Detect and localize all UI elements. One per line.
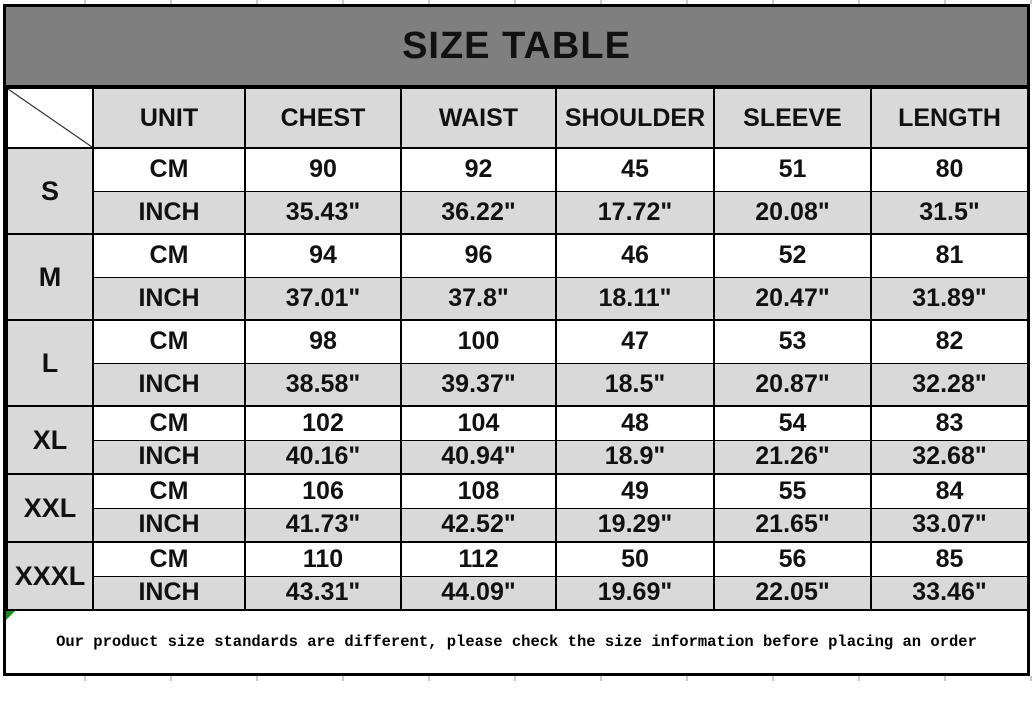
- value-cell: 53: [714, 320, 871, 363]
- value-cell: 44.09": [401, 576, 556, 610]
- column-header-length: LENGTH: [871, 88, 1028, 148]
- value-cell: 18.9": [556, 440, 714, 474]
- unit-cell: INCH: [93, 363, 245, 406]
- value-cell: 54: [714, 406, 871, 440]
- value-cell: 104: [401, 406, 556, 440]
- value-cell: 49: [556, 474, 714, 508]
- value-cell: 40.94": [401, 440, 556, 474]
- column-header-chest: CHEST: [245, 88, 401, 148]
- column-header-row: [7, 88, 1028, 148]
- value-cell: 32.68": [871, 440, 1028, 474]
- value-cell: 83: [871, 406, 1028, 440]
- value-cell: 39.37": [401, 363, 556, 406]
- value-cell: 19.69": [556, 576, 714, 610]
- table-row: [7, 542, 1028, 576]
- unit-cell: CM: [93, 406, 245, 440]
- unit-cell: CM: [93, 234, 245, 277]
- value-cell: 41.73": [245, 508, 401, 542]
- value-cell: 100: [401, 320, 556, 363]
- value-cell: 31.5": [871, 191, 1028, 234]
- value-cell: 19.29": [556, 508, 714, 542]
- value-cell: 108: [401, 474, 556, 508]
- value-cell: 50: [556, 542, 714, 576]
- value-cell: 98: [245, 320, 401, 363]
- table-row: [7, 148, 1028, 191]
- value-cell: 38.58": [245, 363, 401, 406]
- size-label: XXL: [7, 474, 93, 542]
- value-cell: 52: [714, 234, 871, 277]
- value-cell: 42.52": [401, 508, 556, 542]
- value-cell: 85: [871, 542, 1028, 576]
- table-row: [7, 191, 1028, 234]
- value-cell: 47: [556, 320, 714, 363]
- table-row: [7, 440, 1028, 474]
- value-cell: 18.11": [556, 277, 714, 320]
- unit-cell: CM: [93, 474, 245, 508]
- table-row: [7, 576, 1028, 610]
- value-cell: 37.8": [401, 277, 556, 320]
- value-cell: 33.07": [871, 508, 1028, 542]
- column-header-unit: UNIT: [93, 88, 245, 148]
- value-cell: 80: [871, 148, 1028, 191]
- value-cell: 36.22": [401, 191, 556, 234]
- value-cell: 55: [714, 474, 871, 508]
- size-label: S: [7, 148, 93, 234]
- value-cell: 102: [245, 406, 401, 440]
- value-cell: 33.46": [871, 576, 1028, 610]
- size-label: XXXL: [7, 542, 93, 610]
- value-cell: 84: [871, 474, 1028, 508]
- unit-cell: INCH: [93, 576, 245, 610]
- value-cell: 31.89": [871, 277, 1028, 320]
- value-cell: 46: [556, 234, 714, 277]
- value-cell: 35.43": [245, 191, 401, 234]
- value-cell: 43.31": [245, 576, 401, 610]
- table-row: [7, 320, 1028, 363]
- value-cell: 106: [245, 474, 401, 508]
- unit-cell: CM: [93, 148, 245, 191]
- value-cell: 92: [401, 148, 556, 191]
- value-cell: 81: [871, 234, 1028, 277]
- table-row: [7, 406, 1028, 440]
- value-cell: 45: [556, 148, 714, 191]
- unit-cell: INCH: [93, 191, 245, 234]
- size-table: [6, 87, 1029, 611]
- value-cell: 17.72": [556, 191, 714, 234]
- value-cell: 110: [245, 542, 401, 576]
- value-cell: 96: [401, 234, 556, 277]
- page-title: SIZE TABLE: [6, 7, 1027, 87]
- value-cell: 40.16": [245, 440, 401, 474]
- size-note-text: Our product size standards are different, please check the size information before placing an order: [56, 633, 977, 651]
- value-cell: 18.5": [556, 363, 714, 406]
- value-cell: 20.87": [714, 363, 871, 406]
- table-row: [7, 474, 1028, 508]
- diagonal-corner-cell: [7, 88, 93, 148]
- value-cell: 94: [245, 234, 401, 277]
- cell-error-marker-icon: [6, 611, 15, 620]
- size-label: XL: [7, 406, 93, 474]
- value-cell: 37.01": [245, 277, 401, 320]
- value-cell: 20.47": [714, 277, 871, 320]
- unit-cell: CM: [93, 320, 245, 363]
- diagonal-line-icon: [8, 89, 92, 147]
- unit-cell: INCH: [93, 440, 245, 474]
- sheet-gridline-strip-bottom: [0, 676, 1033, 681]
- value-cell: 112: [401, 542, 556, 576]
- unit-cell: CM: [93, 542, 245, 576]
- value-cell: 32.28": [871, 363, 1028, 406]
- unit-cell: INCH: [93, 277, 245, 320]
- table-row: [7, 363, 1028, 406]
- value-cell: 90: [245, 148, 401, 191]
- value-cell: 51: [714, 148, 871, 191]
- unit-cell: INCH: [93, 508, 245, 542]
- value-cell: 21.65": [714, 508, 871, 542]
- size-label: M: [7, 234, 93, 320]
- value-cell: 82: [871, 320, 1028, 363]
- table-row: [7, 234, 1028, 277]
- value-cell: 48: [556, 406, 714, 440]
- size-table-frame: [3, 4, 1030, 676]
- value-cell: 56: [714, 542, 871, 576]
- table-row: [7, 508, 1028, 542]
- size-note: [6, 611, 1027, 673]
- column-header-sleeve: SLEEVE: [714, 88, 871, 148]
- size-label: L: [7, 320, 93, 406]
- column-header-waist: WAIST: [401, 88, 556, 148]
- value-cell: 20.08": [714, 191, 871, 234]
- value-cell: 22.05": [714, 576, 871, 610]
- column-header-shoulder: SHOULDER: [556, 88, 714, 148]
- value-cell: 21.26": [714, 440, 871, 474]
- table-row: [7, 277, 1028, 320]
